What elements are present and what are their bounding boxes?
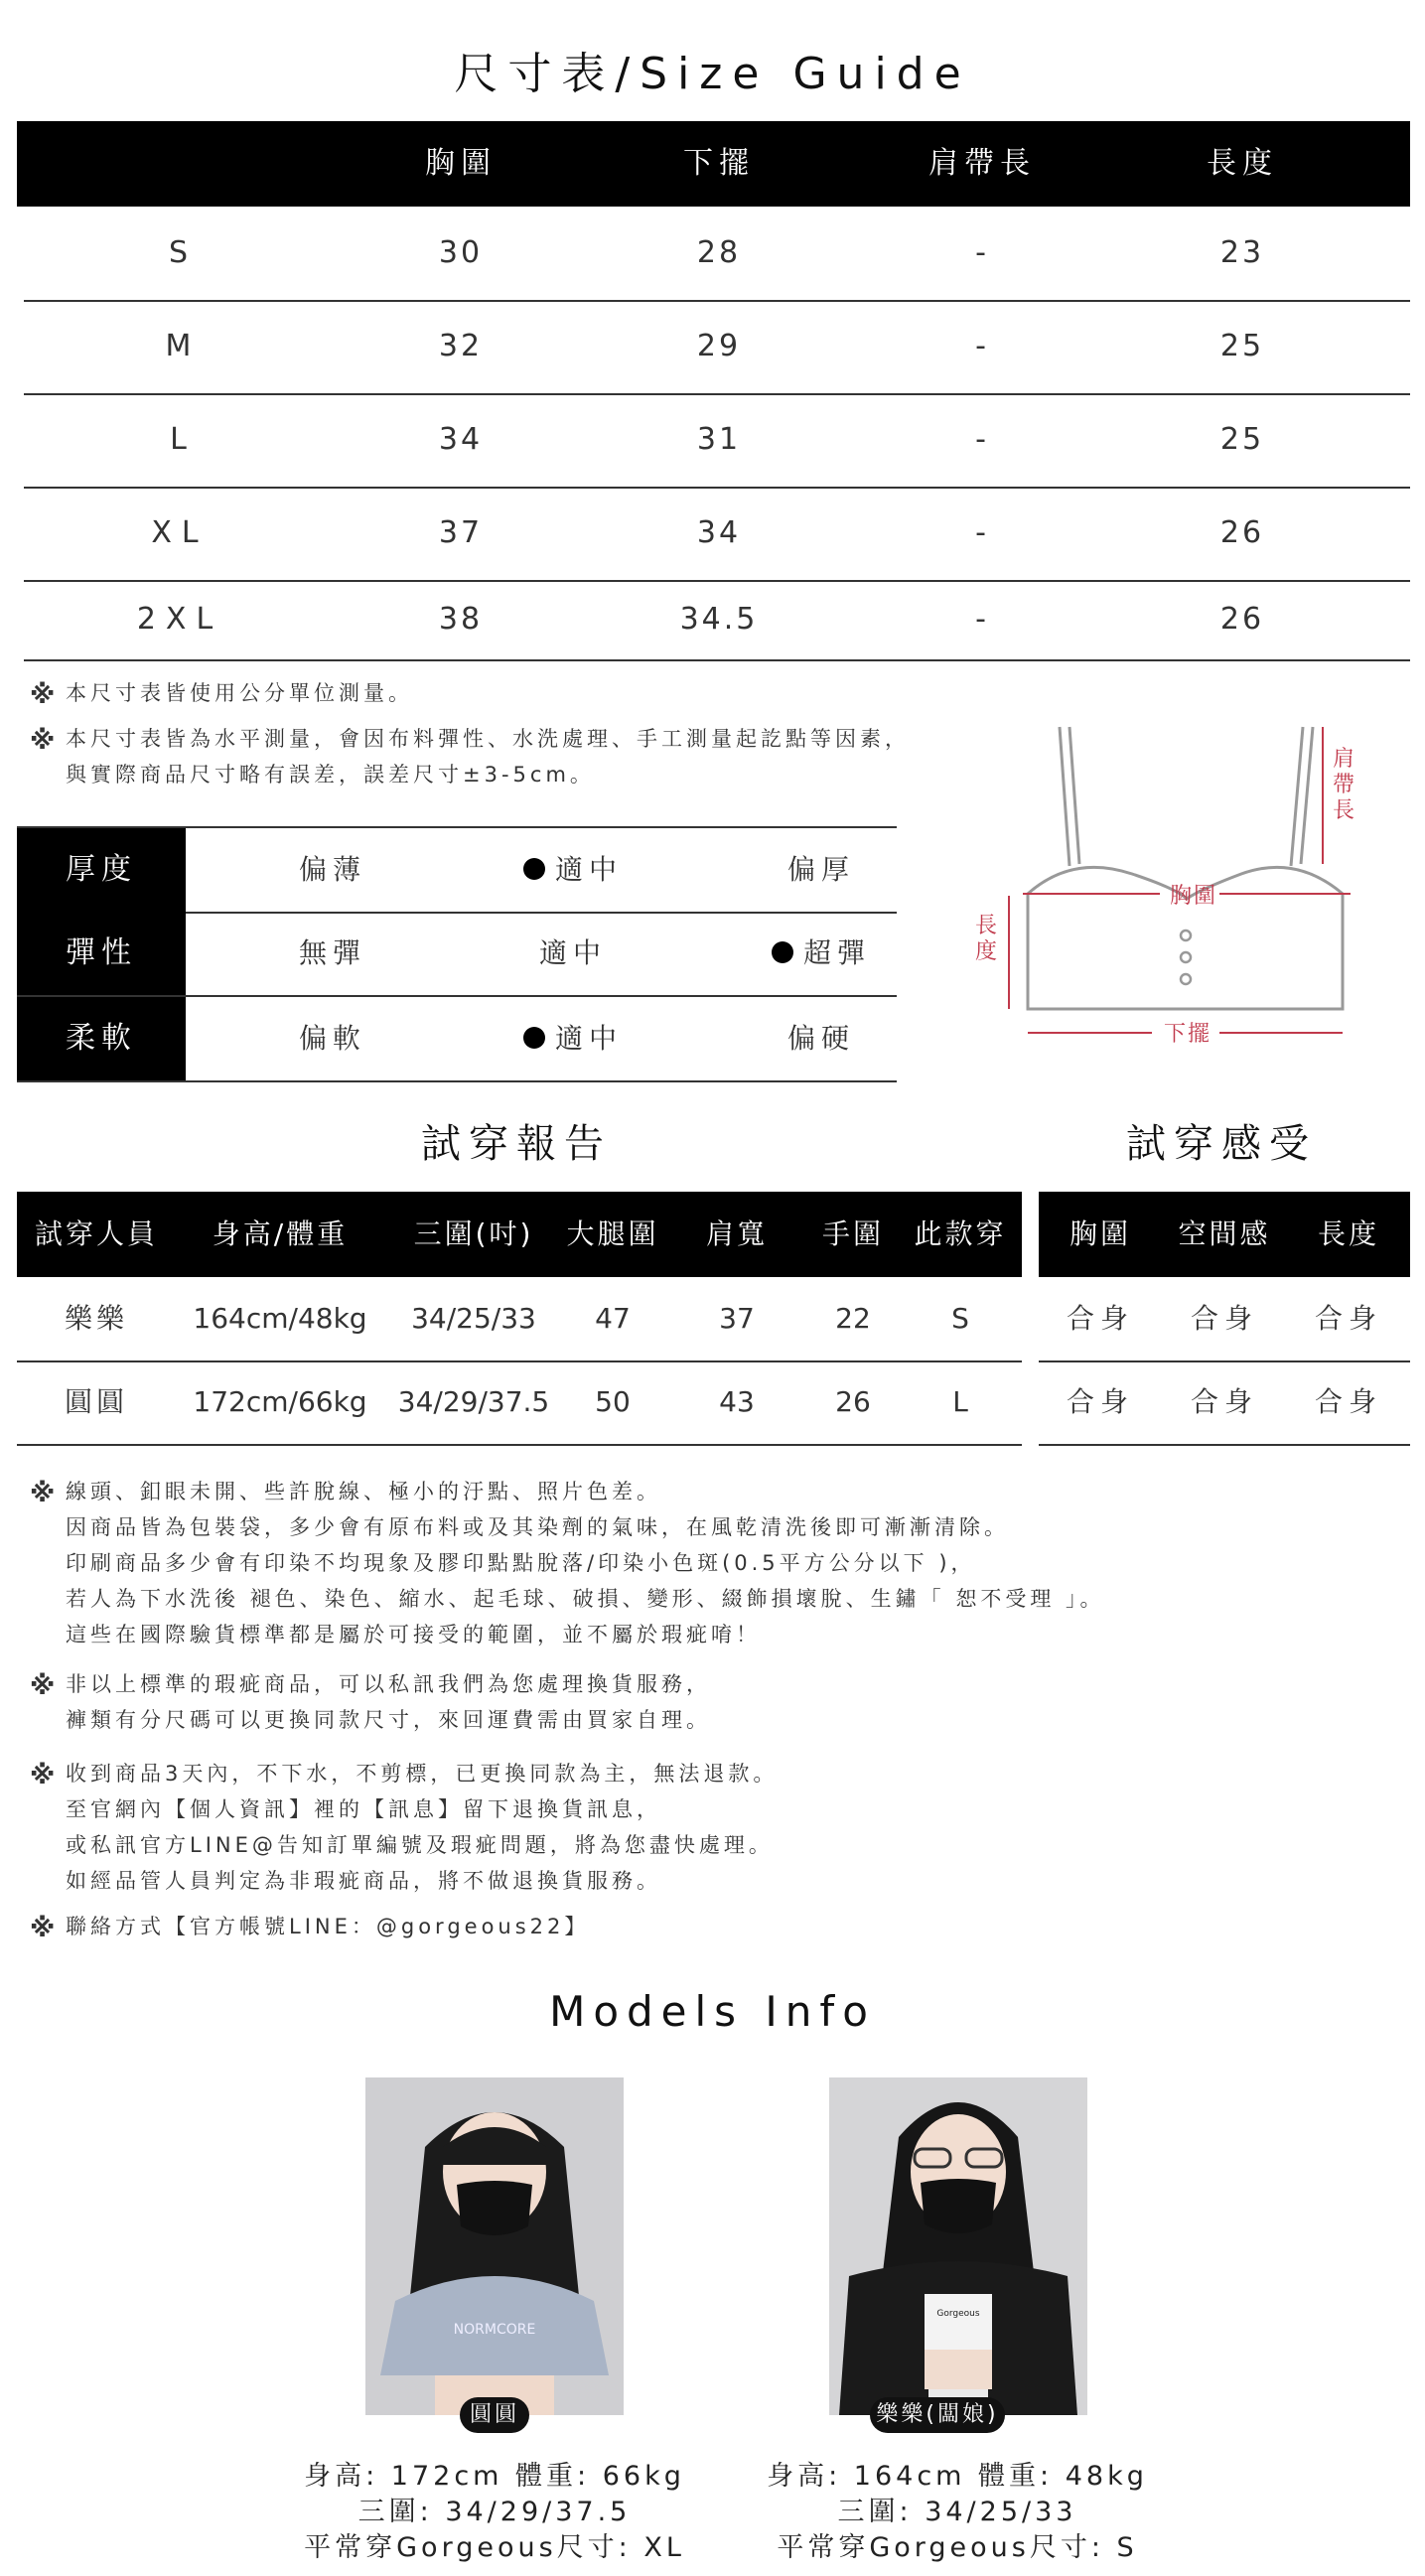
- policy-note-returns: [30, 1756, 1425, 1899]
- col-header-space-feel: 空間感: [1178, 1217, 1271, 1250]
- selected-dot-icon: [523, 858, 545, 880]
- chest-value: 32: [438, 329, 484, 363]
- size-label: 2XL: [136, 602, 223, 637]
- size-label: L: [170, 422, 190, 457]
- model-photo-yuanyuan: [365, 2077, 624, 2415]
- hem-value: 29: [696, 329, 742, 363]
- shoulder: 37: [719, 1302, 755, 1335]
- model-usual-size: 平常穿Gorgeous尺寸: S: [777, 2532, 1138, 2563]
- feel-label: 厚度: [17, 828, 186, 912]
- trial-feel-row-yuanyuan: [1039, 1360, 1410, 1446]
- note-line: 線頭、釦眼未開、些許脫線、極小的汙點、照片色差。: [66, 1480, 661, 1503]
- svg-text:Gorgeous: Gorgeous: [936, 2309, 980, 2319]
- note-text: 與實際商品尺寸略有誤差，誤差尺寸±3-5cm。: [66, 763, 595, 787]
- length-value: 25: [1219, 329, 1265, 363]
- size-label: M: [165, 329, 195, 363]
- reference-mark-icon: ※: [30, 1914, 60, 1943]
- feel-option-selected: 適中: [454, 997, 692, 1080]
- note-line: 聯絡方式【官方帳號LINE：@gorgeous22】: [66, 1915, 590, 1938]
- note-line: 至官網內【個人資訊】裡的【訊息】留下退換貨訊息，: [66, 1797, 661, 1821]
- length-feel: 合身: [1314, 1302, 1382, 1335]
- length-value: 26: [1219, 515, 1265, 550]
- note-line: 因商品皆為包裝袋，多少會有原布料或及其染劑的氣味，在風乾清洗後即可漸漸清除。: [66, 1515, 1009, 1539]
- col-header-measurements: 三圍(吋): [413, 1217, 534, 1250]
- feel-option: 適中: [538, 936, 607, 969]
- reference-mark-icon: ※: [30, 1479, 60, 1508]
- arm: 22: [835, 1302, 871, 1335]
- policy-note-exchange: [30, 1666, 1425, 1738]
- model-illustration: [829, 2077, 1087, 2415]
- diagram-label-hem: 下擺: [1163, 1022, 1211, 1047]
- chest-feel: 合身: [1066, 1385, 1134, 1418]
- col-header-shoulder: 肩寬: [705, 1217, 768, 1250]
- shoulder: 43: [719, 1385, 755, 1418]
- col-header-length: 長度: [1207, 146, 1278, 181]
- measurements: 34/29/37.5: [397, 1385, 550, 1418]
- selected-dot-icon: [523, 1027, 545, 1049]
- trial-row-lele: [17, 1277, 1022, 1362]
- size-row-2xl: [24, 580, 1410, 661]
- feel-option: 偏硬: [786, 1022, 855, 1055]
- strap-value: -: [975, 235, 989, 270]
- measurements: 34/25/33: [411, 1302, 536, 1335]
- col-header-length-feel: 長度: [1317, 1217, 1379, 1250]
- note-line: 如經品管人員判定為非瑕疵商品，將不做退換貨服務。: [66, 1869, 661, 1893]
- trial-row-yuanyuan: [17, 1360, 1022, 1446]
- hem-value: 31: [696, 422, 742, 457]
- trial-feel-header: [1039, 1192, 1410, 1277]
- diagram-label-chest: 胸圍: [1169, 884, 1217, 909]
- reference-mark-icon: ※: [30, 726, 60, 756]
- note-line: 印刷商品多少會有印染不均現象及膠印點點脫落/印染小色斑(0.5平方公分以下 )，: [66, 1551, 976, 1575]
- model-photo-lele: [829, 2077, 1087, 2415]
- length-value: 25: [1219, 422, 1265, 457]
- size-label: XL: [151, 515, 209, 550]
- hem-value: 28: [696, 235, 742, 270]
- model-tag-yuanyuan: 圓圓: [460, 2397, 529, 2433]
- thigh: 47: [595, 1302, 631, 1335]
- feel-option: 無彈: [298, 936, 366, 969]
- person-name: 圓圓: [64, 1385, 128, 1418]
- model-usual-size: 平常穿Gorgeous尺寸: XL: [304, 2532, 685, 2563]
- selected-dot-icon: [772, 941, 793, 963]
- col-header-chest: 胸圍: [425, 146, 497, 181]
- chest-value: 30: [438, 235, 484, 270]
- measure-note-2: [30, 721, 1019, 792]
- model-measurements: 三圍: 34/29/37.5: [357, 2497, 632, 2527]
- note-line: 非以上標準的瑕疵商品，可以私訊我們為您處理換貨服務，: [66, 1672, 711, 1696]
- trial-feel-row-lele: [1039, 1277, 1410, 1362]
- policy-note-defects: [30, 1474, 1425, 1652]
- chest-feel: 合身: [1066, 1302, 1134, 1335]
- length-value: 26: [1219, 602, 1265, 637]
- model-measurements: 三圍: 34/25/33: [837, 2497, 1077, 2527]
- person-name: 樂樂: [64, 1302, 128, 1335]
- size-guide-title: 尺寸表/Size Guide: [454, 49, 971, 99]
- col-header-chest-feel: 胸圍: [1069, 1217, 1131, 1250]
- measure-note-1: [30, 675, 959, 711]
- size-label: S: [168, 235, 192, 270]
- strap-value: -: [975, 602, 989, 637]
- height-weight: 172cm/66kg: [193, 1385, 367, 1418]
- col-header-thigh: 大腿圍: [566, 1217, 659, 1250]
- note-line: 這些在國際驗貨標準都是屬於可接受的範圍，並不屬於瑕疵唷！: [66, 1623, 761, 1646]
- model-tag-lele: 樂樂(闆娘): [870, 2397, 1005, 2433]
- models-info-title: Models Info: [549, 1987, 876, 2036]
- note-text: 本尺寸表皆為水平測量，會因布料彈性、水洗處理、手工測量起訖點等因素，: [66, 727, 910, 751]
- reference-mark-icon: ※: [30, 1671, 60, 1701]
- feel-option: 偏薄: [298, 853, 366, 886]
- note-text: 本尺寸表皆使用公分單位測量。: [66, 681, 413, 705]
- size-row-m: [24, 300, 1410, 395]
- feel-label: 彈性: [17, 912, 186, 995]
- col-header-arm: 手圍: [821, 1217, 884, 1250]
- trial-report-header: [17, 1192, 1022, 1277]
- strap-value: -: [975, 329, 989, 363]
- hem-value: 34.5: [679, 602, 759, 637]
- feel-option: 偏軟: [298, 1022, 366, 1055]
- feel-row-thickness: [17, 826, 897, 914]
- col-header-person: 試穿人員: [34, 1217, 158, 1250]
- size-worn: L: [952, 1385, 968, 1418]
- arm: 26: [835, 1385, 871, 1418]
- model-height-weight: 身高: 164cm 體重: 48kg: [767, 2461, 1148, 2492]
- size-row-l: [24, 393, 1410, 489]
- height-weight: 164cm/48kg: [193, 1302, 367, 1335]
- diagram-label-length: 長度: [975, 914, 998, 964]
- model-caption-lele: [729, 2459, 1186, 2566]
- model-caption-yuanyuan: [266, 2459, 723, 2566]
- note-line: 若人為下水洗後 褪色、染色、縮水、起毛球、破損、變形、綴飾損壞脫、生鏽「 恕不受理 」。: [66, 1587, 1105, 1611]
- model-illustration: [365, 2077, 624, 2415]
- chest-value: 38: [438, 602, 484, 637]
- feel-label: 柔軟: [17, 997, 186, 1080]
- strap-value: -: [975, 515, 989, 550]
- size-table-header: [17, 121, 1410, 207]
- feel-option-selected: 超彈: [702, 912, 940, 995]
- chest-value: 37: [438, 515, 484, 550]
- col-header-strap: 肩帶長: [928, 146, 1036, 181]
- space-feel: 合身: [1190, 1385, 1258, 1418]
- col-header-hem: 下擺: [683, 146, 755, 181]
- svg-text:NORMCORE: NORMCORE: [453, 2322, 536, 2338]
- policy-note-contact: [30, 1909, 1425, 1944]
- reference-mark-icon: ※: [30, 1761, 60, 1790]
- note-line: 收到商品3天內，不下水，不剪標，已更換同款為主，無法退款。: [66, 1762, 779, 1786]
- trial-report-title: 試穿報告: [421, 1121, 612, 1167]
- size-worn: S: [951, 1302, 969, 1335]
- size-row-xl: [24, 487, 1410, 582]
- size-row-s: [24, 207, 1410, 302]
- trial-feel-title: 試穿感受: [1126, 1121, 1317, 1167]
- length-feel: 合身: [1314, 1385, 1382, 1418]
- length-value: 23: [1219, 235, 1265, 270]
- chest-value: 34: [438, 422, 484, 457]
- feel-option: 偏厚: [786, 853, 855, 886]
- feel-option-selected: 適中: [454, 828, 692, 912]
- note-line: 褲類有分尺碼可以更換同款尺寸，來回運費需由買家自理。: [66, 1708, 711, 1732]
- model-height-weight: 身高: 172cm 體重: 66kg: [304, 2461, 685, 2492]
- strap-value: -: [975, 422, 989, 457]
- hem-value: 34: [696, 515, 742, 550]
- thigh: 50: [595, 1385, 631, 1418]
- feel-row-softness: [17, 997, 897, 1082]
- note-line: 或私訊官方LINE@告知訂單編號及瑕疵問題，將為您盡快處理。: [66, 1833, 774, 1857]
- feel-row-elasticity: [17, 912, 897, 997]
- col-header-height-weight: 身高/體重: [212, 1217, 349, 1250]
- garment-diagram: [953, 715, 1390, 1053]
- diagram-label-strap: 肩帶長: [1333, 747, 1355, 823]
- col-header-size-worn: 此款穿: [914, 1217, 1007, 1250]
- space-feel: 合身: [1190, 1302, 1258, 1335]
- reference-mark-icon: ※: [30, 680, 60, 710]
